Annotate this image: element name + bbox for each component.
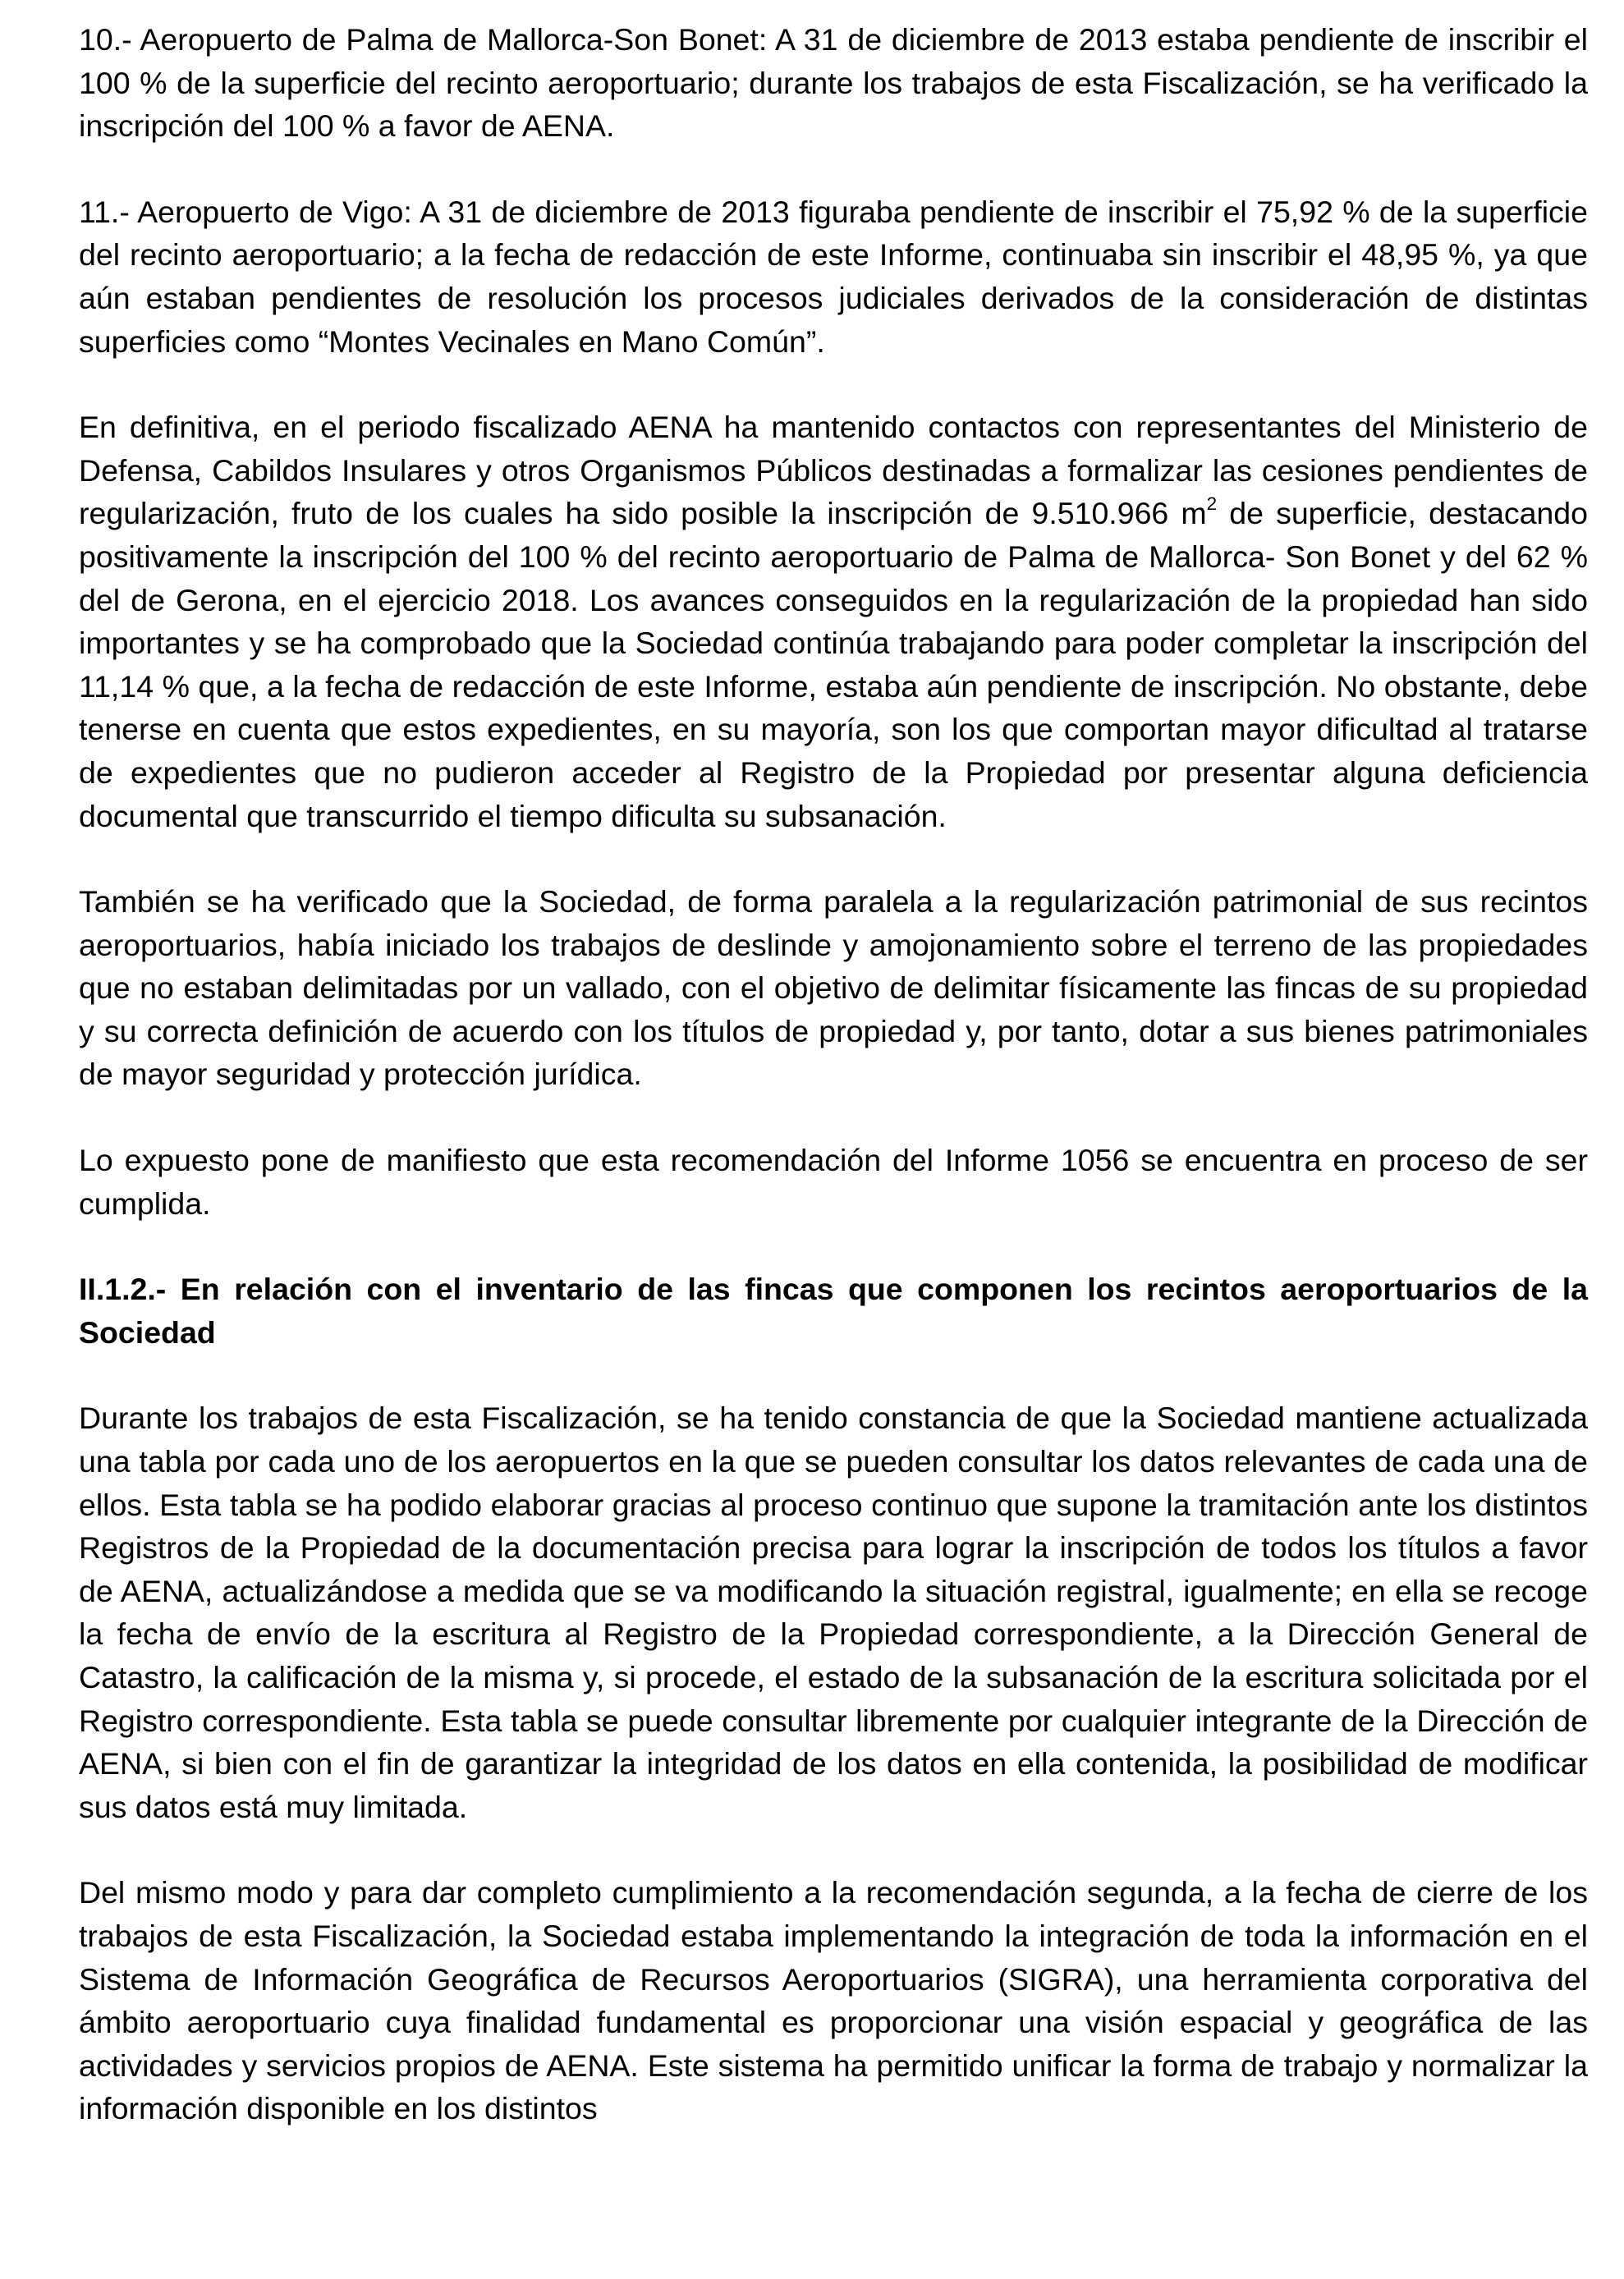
paragraph-en-definitiva-part2: de superficie, destacando positivamente la inscripción del 100 % del recinto aeroportuario de Palma de Mallorca- Son Bonet y del 62 % del de Gerona, en el ejercicio 2018. Los avances conseguidos en la regularización de la propiedad han sido importantes y se ha comprobado que la Sociedad continúa trabajando para poder completar la inscripción del 11,14 % que, a la fecha de redacción de este Informe, estaba aún pendiente de inscripción. No obstante, debe tenerse en cuenta que estos expedientes, en su mayoría, son los que comportan mayor dificultad al tratarse de expedientes que no pudieron acceder al Registro de la Propiedad por presentar alguna deficiencia documental que transcurrido el tiempo dificulta su subsanación. — [79, 496, 1588, 833]
paragraph-en-definitiva — [79, 406, 1588, 837]
paragraph-palma-son-bonet: 10.- Aeropuerto de Palma de Mallorca-Son Bonet: A 31 de diciembre de 2013 estaba pendiente de inscribir el 100 % de la superficie del recinto aeroportuario; durante los trabajos de esta Fiscalización, se ha verificado la inscripción del 100 % a favor de AENA. — [79, 22, 1588, 144]
superscript-squared: 2 — [1206, 493, 1218, 515]
paragraph-conclusion: Lo expuesto pone de manifiesto que esta recomendación del Informe 1056 se encuentra en proceso de ser cumplida. — [79, 1143, 1588, 1221]
paragraph-sigra: Del mismo modo y para dar completo cumplimiento a la recomendación segunda, a la fecha de cierre de los trabajos de esta Fiscalización, la Sociedad estaba implementando la integración de toda la información en el Sistema de Información Geográfica de Recursos Aeroportuarios (SIGRA), una herramienta corporativa del ámbito aeroportuario cuya finalidad fundamental es proporcionar una visión espacial y geográfica de las actividades y servicios propios de AENA. Este sistema ha permitido unificar la forma de trabajo y normalizar la información disponible en los distintos — [79, 1875, 1588, 2126]
paragraph-vigo: 11.- Aeropuerto de Vigo: A 31 de diciembre de 2013 figuraba pendiente de inscribir el 75,92 % de la superficie del recinto aeroportuario; a la fecha de redacción de este Informe, continuaba sin inscribir el 48,95 %, ya que aún estaban pendientes de resolución los procesos judiciales derivados de la consideración de distintas superficies como “Montes Vecinales en Mano Común”. — [79, 194, 1588, 359]
paragraph-deslinde: También se ha verificado que la Sociedad, de forma paralela a la regularización patrimonial de sus recintos aeroportuarios, había iniciado los trabajos de deslinde y amojonamiento sobre el terreno de las propiedades que no estaban delimitadas por un vallado, con el objetivo de delimitar físicamente las fincas de su propiedad y su correcta definición de acuerdo con los títulos de propiedad y, por tanto, dotar a sus bienes patrimoniales de mayor seguridad y protección jurídica. — [79, 884, 1588, 1092]
section-heading: II.1.2.- En relación con el inventario de las fincas que componen los recintos aeroportuarios de la Sociedad — [79, 1272, 1588, 1350]
paragraph-en-definitiva-part1: En definitiva, en el periodo fiscalizado AENA ha mantenido contactos con representantes del Ministerio de Defensa, Cabildos Insulares y otros Organismos Públicos destinadas a formalizar las cesiones pendientes de regularización, fruto de los cuales ha sido posible la inscripción de 9.510.966 m — [79, 410, 1588, 531]
document-page — [79, 18, 1588, 2173]
paragraph-inventario-tabla: Durante los trabajos de esta Fiscalización, se ha tenido constancia de que la Sociedad mantiene actualizada una tabla por cada uno de los aeropuertos en la que se pueden consultar los datos relevantes de cada una de ellos. Esta tabla se ha podido elaborar gracias al proceso continuo que supone la tramitación ante los distintos Registros de la Propiedad de la documentación precisa para lograr la inscripción de todos los títulos a favor de AENA, actualizándose a medida que se va modificando la situación registral, igualmente; en ella se recoge la fecha de envío de la escritura al Registro de la Propiedad correspondiente, a la Dirección General de Catastro, la calificación de la misma y, si procede, el estado de la subsanación de la escritura solicitada por el Registro correspondiente. Esta tabla se puede consultar libremente por cualquier integrante de la Dirección de AENA, si bien con el fin de garantizar la integridad de los datos en ella contenida, la posibilidad de modificar sus datos está muy limitada. — [79, 1401, 1588, 1824]
